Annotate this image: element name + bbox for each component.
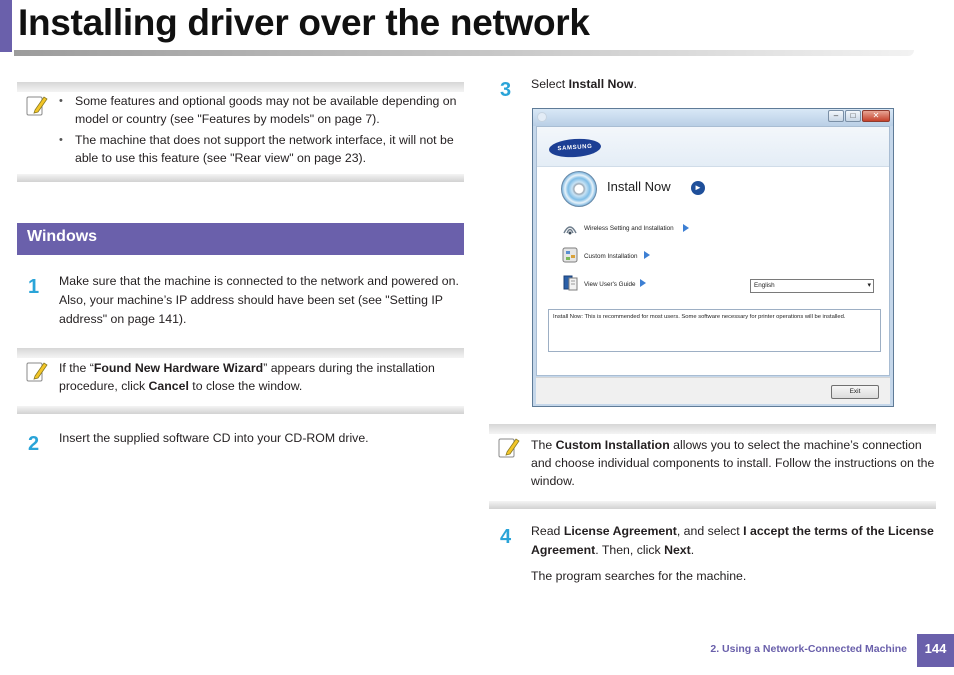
triangle-right-icon — [683, 224, 689, 232]
note-box-hardware-wizard — [17, 348, 464, 414]
step-4-pre: Read — [531, 524, 564, 538]
note-2-post: to close the window. — [188, 379, 303, 393]
step-3-text — [531, 75, 931, 94]
language-value: English — [754, 282, 775, 289]
step-4-bold-next: Next — [664, 543, 691, 557]
list-item: • Some features and optional goods may not be available depending on model or country (see "Features by models" on page 7). — [59, 92, 463, 128]
note-3-post: allows you to select the machine’s connection and choose individual components to install. Follow the instructions on the window. — [531, 438, 935, 488]
step-4-followup: The program searches for the machine. — [531, 569, 747, 583]
note-2-pre: If the “ — [59, 361, 94, 375]
note-3-bold: Custom Installation — [555, 438, 670, 452]
installer-body — [536, 126, 890, 376]
exit-button[interactable]: Exit — [831, 385, 879, 399]
step-number-2: 2 — [28, 433, 40, 455]
note-top-border — [17, 82, 464, 92]
close-button[interactable]: ✕ — [862, 110, 890, 122]
menu-item-user-guide[interactable]: View User's Guide — [584, 281, 636, 288]
custom-install-icon — [561, 246, 579, 264]
maximize-button[interactable]: □ — [845, 110, 861, 122]
triangle-right-icon — [644, 251, 650, 259]
install-now-option[interactable]: Install Now — [607, 179, 671, 194]
step-number-4: 4 — [500, 526, 512, 548]
step-1-text: Make sure that the machine is connected to the network and powered on. Also, your machine’s IP address should have been set (see "Setting IP address" on page 141). — [59, 274, 459, 326]
window-titlebar — [533, 109, 893, 126]
pencil-note-icon — [26, 94, 48, 118]
pencil-note-icon — [498, 436, 520, 460]
samsung-logo: SAMSUNG — [548, 137, 601, 159]
note-2-bold-wizard: Found New Hardware Wizard — [93, 361, 264, 375]
note-bullet-list — [59, 92, 463, 170]
step-4-mid: , and select — [676, 524, 744, 538]
minimize-button[interactable]: – — [828, 110, 844, 122]
note-2-bold-cancel: Cancel — [148, 379, 189, 393]
title-accent-bar — [0, 0, 12, 52]
step-number-1: 1 — [28, 276, 40, 298]
note-bottom-border — [489, 501, 936, 509]
step-4-bold-accept: I accept the terms of the License Agreement — [531, 524, 934, 557]
note-box-features — [17, 82, 464, 182]
note-2-mid: ” appears during the installation procedure, click — [59, 361, 435, 393]
note-3-pre: The — [531, 438, 556, 452]
step-4-text — [531, 522, 936, 560]
note-top-border — [17, 348, 464, 358]
page-number: 144 — [917, 634, 954, 667]
title-rule — [14, 50, 914, 56]
pencil-note-icon — [26, 360, 48, 384]
note-bottom-border — [17, 406, 464, 414]
user-guide-icon — [561, 274, 579, 292]
installer-footer — [536, 377, 890, 404]
chevron-down-icon: ▾ — [867, 282, 871, 289]
installer-banner — [537, 127, 889, 167]
note-2-text — [59, 359, 459, 395]
cd-disc-icon — [561, 171, 597, 207]
step-2-text: Insert the supplied software CD into your CD-ROM drive. — [59, 431, 369, 445]
note-3-text — [531, 436, 936, 490]
note-bottom-border — [17, 174, 464, 182]
step-4-post: . — [690, 543, 695, 557]
page-title: Installing driver over the network — [18, 2, 590, 43]
install-description-box: Install Now: This is recommended for most users. Some software necessary for printer operations will be installed. — [548, 309, 881, 352]
language-select[interactable] — [750, 279, 874, 293]
wireless-icon — [561, 219, 579, 237]
step-4-bold-license: License Agreement — [563, 524, 677, 538]
section-title: Windows — [27, 228, 98, 245]
step-3-bold: Install Now — [568, 77, 634, 91]
menu-item-custom-installation[interactable]: Custom Installation — [584, 253, 638, 260]
menu-item-wireless[interactable]: Wireless Setting and Installation — [584, 225, 674, 232]
note-top-border — [489, 424, 936, 434]
step-3-post: . — [633, 77, 637, 91]
arrow-right-circle-icon[interactable]: ► — [691, 181, 705, 195]
footer-chapter: 2. Using a Network-Connected Machine — [710, 643, 907, 655]
step-4-mid2: . Then, click — [595, 543, 665, 557]
list-item: • The machine that does not support the network interface, it will not be able to use this feature (see "Rear view" on page 23). — [59, 131, 463, 167]
app-icon — [537, 112, 547, 122]
step-3-pre: Select — [531, 77, 569, 91]
triangle-right-icon — [640, 279, 646, 287]
section-header-windows — [17, 223, 464, 255]
installer-window — [532, 108, 894, 407]
note-box-custom-installation — [489, 424, 936, 509]
step-number-3: 3 — [500, 79, 512, 101]
